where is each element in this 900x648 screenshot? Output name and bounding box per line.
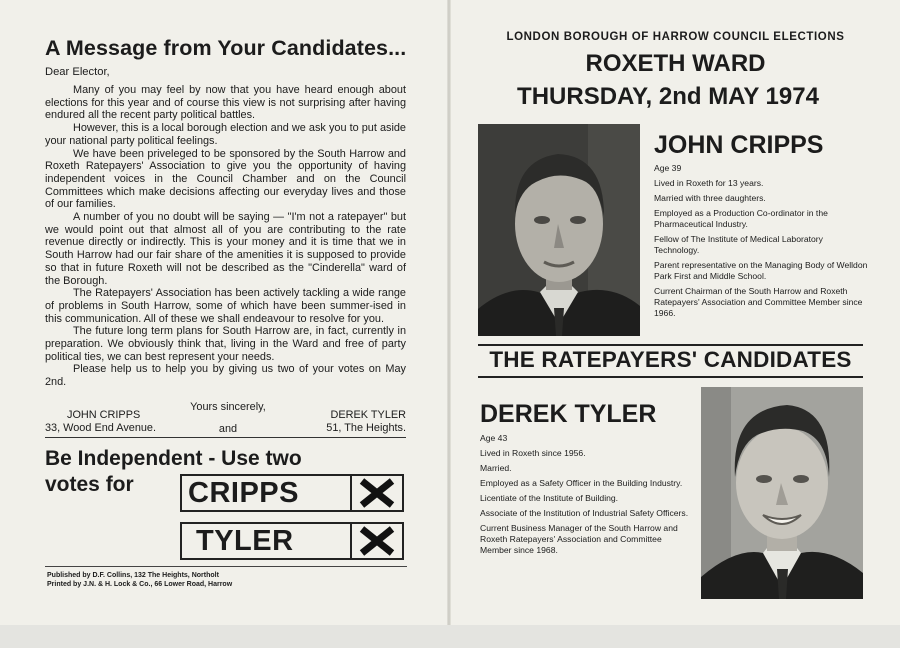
candidate-name-tyler: DEREK TYLER — [480, 400, 657, 428]
letter-paragraph: Many of you may feel by now that you have heard enough about elections for this year and of course this view is not surprising after having endured all the recent party political battles. — [45, 84, 406, 122]
signature-tyler — [316, 409, 406, 435]
bio-line: Licentiate of the Institute of Building. — [480, 493, 619, 503]
banner-title: THE RATEPAYERS' CANDIDATES — [489, 347, 852, 372]
candidate-bio-tyler — [480, 433, 690, 560]
bio-line: Married with three daughters. — [654, 193, 766, 203]
signer-name: DEREK TYLER — [330, 409, 406, 421]
candidate-bio-cripps — [654, 163, 869, 323]
bio-line: Fellow of The Institute of Medical Laboratory Technology. — [654, 234, 823, 255]
message-title: A Message from Your Candidates... — [45, 36, 407, 60]
imprint — [47, 571, 232, 589]
signer-address: 33, Wood End Avenue. — [45, 422, 157, 434]
letter-paragraph: Please help us to help you by giving us two of your votes on May 2nd. — [45, 363, 406, 389]
ballot-box-tyler — [180, 522, 404, 560]
greeting: Dear Elector, — [45, 66, 110, 78]
imprint-divider — [45, 566, 407, 567]
portrait-image — [701, 387, 863, 599]
slogan-line: votes for — [45, 473, 134, 496]
cross-mark-icon — [358, 478, 396, 508]
ballot-name: TYLER — [196, 525, 294, 557]
signature-closing — [188, 401, 268, 436]
ballot-cross-cell — [350, 476, 402, 510]
imprint-printer: Printed by J.N. & H. Lock & Co., 66 Lower Road, Harrow — [47, 581, 233, 588]
bio-line: Lived in Roxeth since 1956. — [480, 448, 586, 458]
portrait-derek-tyler — [701, 387, 863, 599]
borough-heading: LONDON BOROUGH OF HARROW COUNCIL ELECTIONS — [506, 31, 845, 43]
scan-margin — [0, 625, 900, 648]
banner-rule-bottom — [478, 376, 863, 378]
letter-paragraph: However, this is a local borough election and we ask you to put aside your national party political feelings. — [45, 122, 406, 147]
cross-mark-icon — [358, 526, 396, 556]
and-text: and — [218, 423, 238, 435]
ballot-box-cripps — [180, 474, 404, 512]
closing-text: Yours sincerely, — [190, 401, 266, 413]
bio-line: Current Business Manager of the South Harrow and Roxeth Ratepayers' Association and Committee Member since 1968. — [480, 523, 678, 555]
election-date: THURSDAY, 2nd MAY 1974 — [517, 83, 819, 110]
bio-line: Associate of the Institution of Industrial Safety Officers. — [480, 508, 689, 518]
slogan-line: Be Independent - Use two — [45, 447, 302, 470]
bio-line: Current Chairman of the South Harrow and Roxeth Ratepayers' Association and Committee Member since 1966. — [654, 286, 863, 318]
bio-line: Employed as a Safety Officer in the Building Industry. — [480, 478, 683, 488]
portrait-image — [478, 124, 640, 336]
bio-line: Parent representative on the Managing Body of Welldon Park First and Middle School. — [654, 260, 868, 281]
letter-paragraph: The future long term plans for South Harrow are, in fact, currently in preparation. We obviously think that, living in the Ward and free of party political ties, we can best represent your needs. — [45, 325, 406, 363]
banner-rule-top — [478, 344, 863, 346]
bio-line: Married. — [480, 463, 512, 473]
letter-paragraph: We have been priveleged to be sponsored by the South Harrow and Roxeth Ratepayers' Association to give you the opportunity of having independent voices in the Council Chamber and on the Council Committees which make decisions affecting our everyday lives and those of our families. — [45, 147, 406, 211]
signature-cripps — [45, 409, 156, 435]
letter-body — [45, 84, 406, 389]
divider — [45, 437, 406, 438]
portrait-john-cripps — [478, 124, 640, 336]
ballot-cross-cell — [350, 524, 402, 558]
bio-line: Age 39 — [654, 163, 682, 173]
ballot-name: CRIPPS — [188, 477, 299, 509]
signer-name: JOHN CRIPPS — [67, 409, 141, 421]
imprint-publisher: Published by D.F. Collins, 132 The Heights, Northolt — [47, 572, 219, 579]
bio-line: Employed as a Production Co-ordinator in the Pharmaceutical Industry. — [654, 208, 828, 229]
ward-heading: ROXETH WARD — [585, 50, 766, 77]
bio-line: Lived in Roxeth for 13 years. — [654, 178, 764, 188]
candidate-name-cripps: JOHN CRIPPS — [654, 131, 824, 159]
letter-paragraph: The Ratepayers' Association has been actively tackling a wide range of problems in South Harrow, some of which have been summer-ised in this communication. All of these we shall endeavour to resolve for you. — [45, 287, 406, 325]
letter-paragraph: A number of you no doubt will be saying — "I'm not a ratepayer" but we would point out that almost all of you are contributing to the rate revenue directly or indirectly. This is your money and it is time that we in South Harrow had our fair share of the amenities it is supposed to provide so that in future Roxeth will not be described as the "Cinderella" ward of the Borough. — [45, 211, 406, 287]
bio-line: Age 43 — [480, 433, 508, 443]
signer-address: 51, The Heights. — [326, 422, 406, 434]
